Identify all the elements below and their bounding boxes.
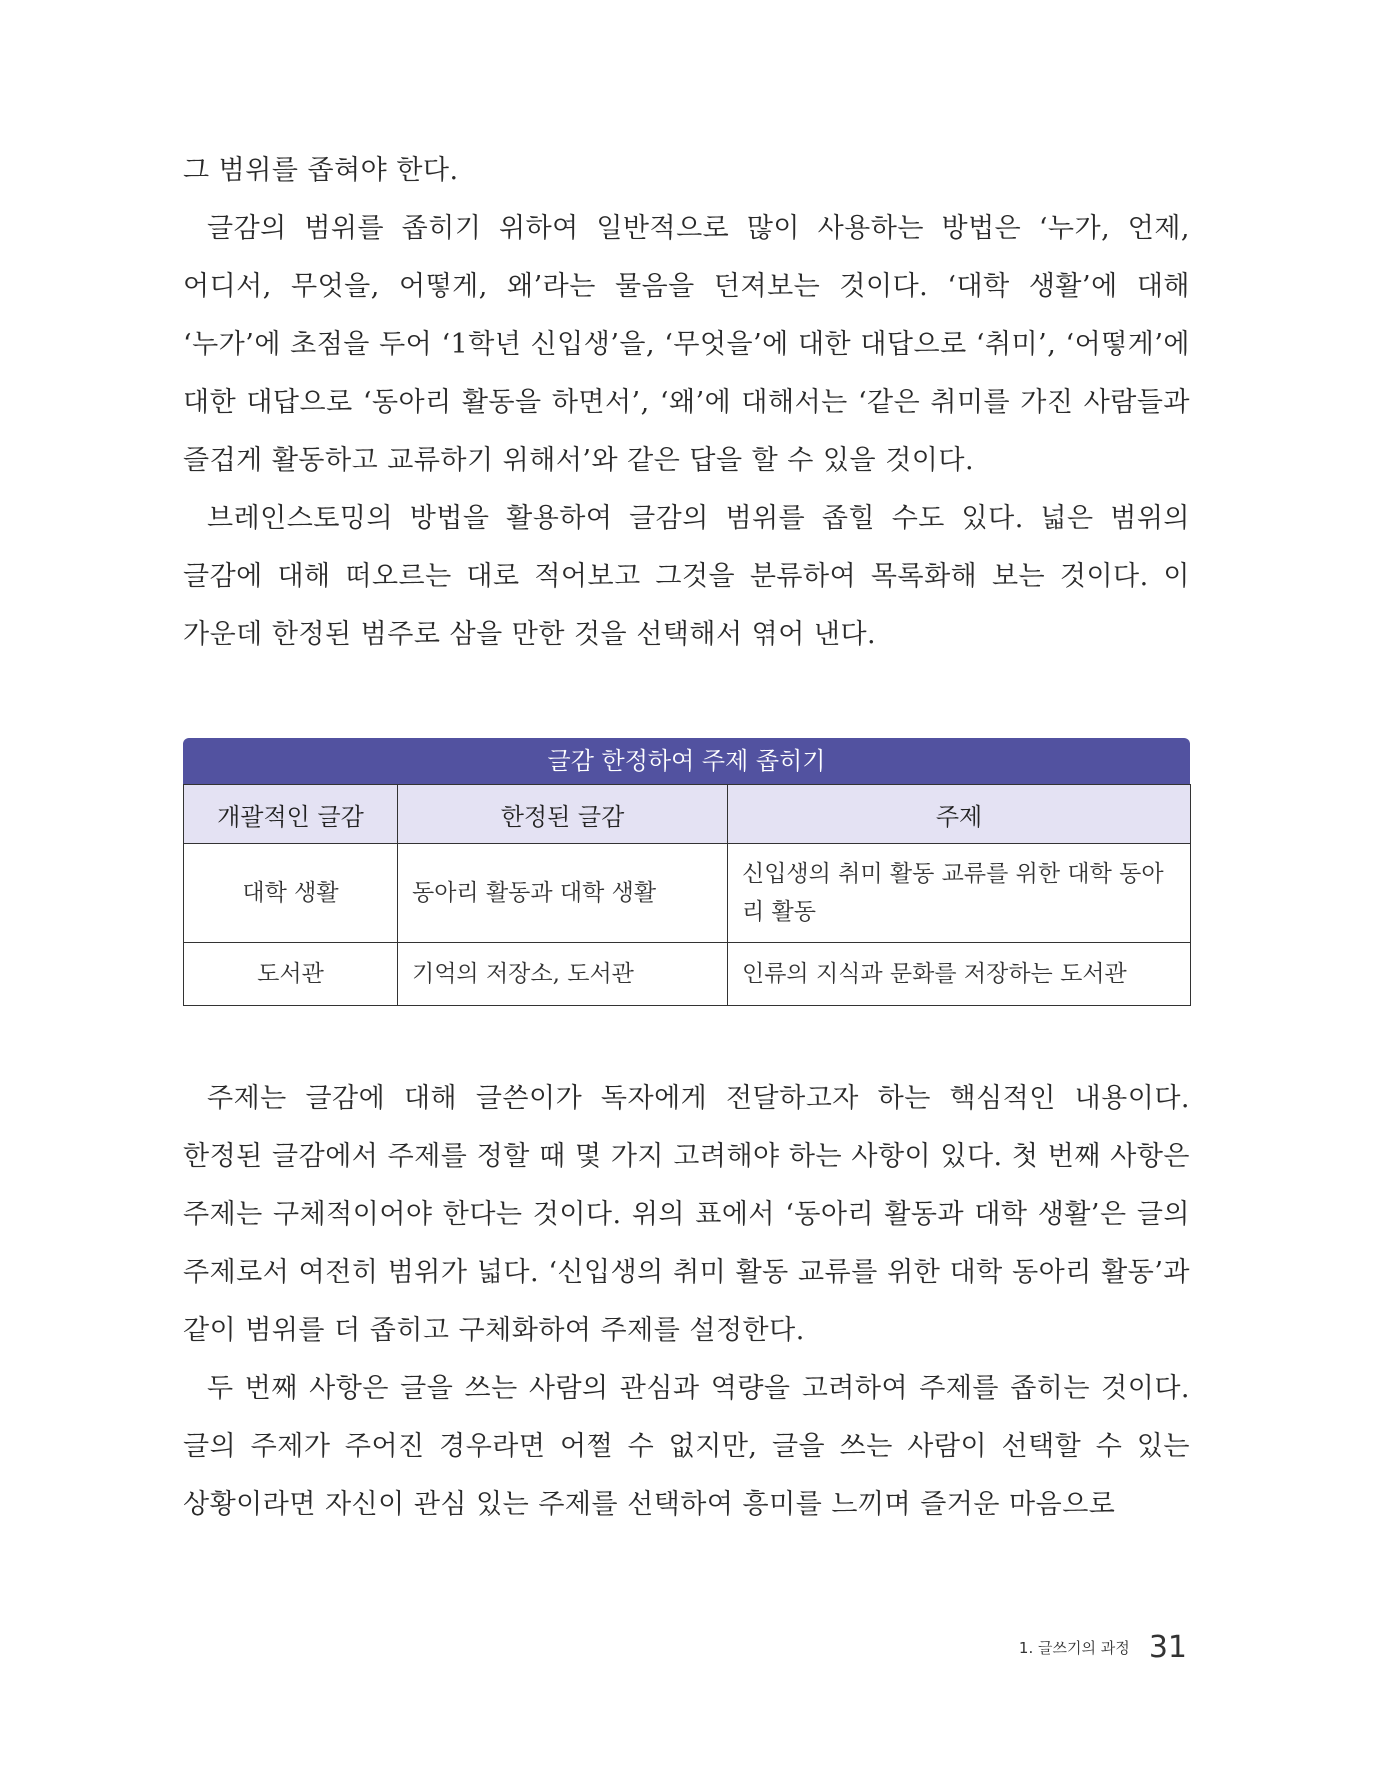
- page-footer: [1019, 1630, 1187, 1665]
- header-theme: 주제: [728, 785, 1191, 844]
- paragraph: 글감의 범위를 좁히기 위하여 일반적으로 많이 사용하는 방법은 ‘누가, 언제, 어디서, 무엇을, 어떻게, 왜’라는 물음을 던져보는 것이다. ‘대학 생활’에 대해 ‘누가’에 초점을 두어 ‘1학년 신입생’을, ‘무엇을’에 대한 대답으로 ‘취미’, ‘어떻게’에 대한 대답으로 ‘동아리 활동을 하면서’, ‘왜’에 대해서는 ‘같은 취미를 가진 사람들과 즐겁게 활동하고 교류하기 위해서’와 같은 답을 할 수 있을 것이다.: [183, 213, 1190, 476]
- table-cell: 도서관: [184, 943, 398, 1006]
- header-general-topic: 개괄적인 글감: [184, 785, 398, 844]
- topic-narrowing-table: [183, 738, 1190, 1006]
- table-title: 글감 한정하여 주제 좁히기: [183, 738, 1190, 784]
- chapter-label: 1. 글쓰기의 과정: [1018, 1639, 1130, 1657]
- table-cell: 신입생의 취미 활동 교류를 위한 대학 동아리 활동: [728, 844, 1191, 943]
- paragraph: 주제는 글감에 대해 글쓴이가 독자에게 전달하고자 하는 핵심적인 내용이다. 한정된 글감에서 주제를 정할 때 몇 가지 고려해야 하는 사항이 있다. 첫 번째 사항은 주제는 구체적이어야 한다는 것이다. 위의 표에서 ‘동아리 활동과 대학 생활’은 글의 주제로서 여전히 범위가 넓다. ‘신입생의 취미 활동 교류를 위한 대학 동아리 활동’과 같이 범위를 더 좁히고 구체화하여 주제를 설정한다.: [183, 1083, 1190, 1346]
- table-cell: 인류의 지식과 문화를 저장하는 도서관: [728, 943, 1191, 1006]
- table-cell: 대학 생활: [184, 844, 398, 943]
- paragraph: 그 범위를 좁혀야 한다.: [183, 155, 459, 186]
- paragraph: 브레인스토밍의 방법을 활용하여 글감의 범위를 좁힐 수도 있다. 넓은 범위의 글감에 대해 떠오르는 대로 적어보고 그것을 분류하여 목록화해 보는 것이다. 이 가운데 한정된 범주로 삼을 만한 것을 선택해서 엮어 낸다.: [183, 503, 1190, 650]
- table-row: [184, 844, 1191, 943]
- header-limited-topic: 한정된 글감: [398, 785, 728, 844]
- table-cell: 동아리 활동과 대학 생활: [398, 844, 728, 943]
- page-number: 31: [1148, 1630, 1187, 1665]
- table-cell: 기억의 저장소, 도서관: [398, 943, 728, 1006]
- table-header-row: [184, 785, 1191, 844]
- table-row: [184, 943, 1191, 1006]
- paragraph: 두 번째 사항은 글을 쓰는 사람의 관심과 역량을 고려하여 주제를 좁히는 것이다. 글의 주제가 주어진 경우라면 어쩔 수 없지만, 글을 쓰는 사람이 선택할 수 있는 상황이라면 자신이 관심 있는 주제를 선택하여 흥미를 느끼며 즐거운 마음으로: [183, 1373, 1190, 1520]
- table: [183, 784, 1191, 1006]
